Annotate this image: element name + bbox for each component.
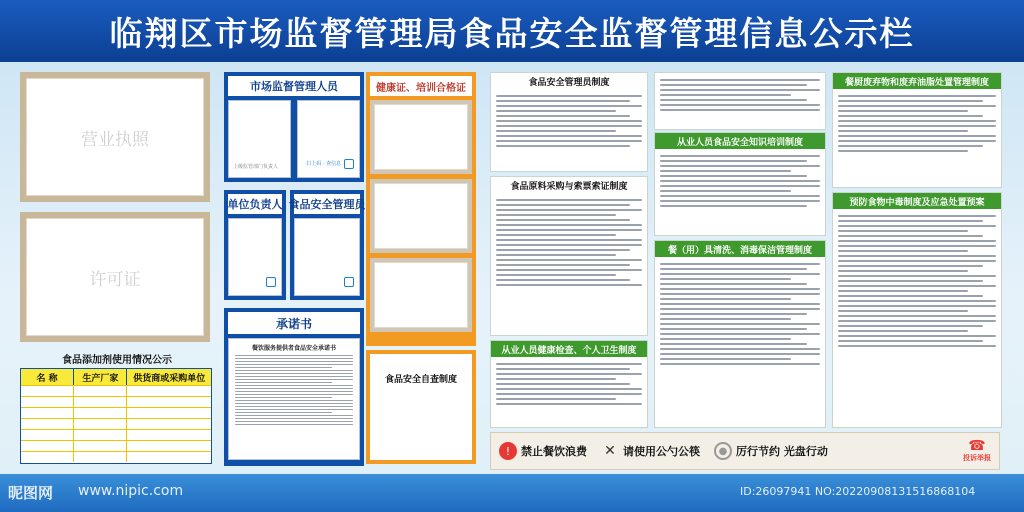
table-cell xyxy=(21,408,74,418)
title-band xyxy=(0,0,1024,62)
section-text xyxy=(491,193,647,292)
regulation-section xyxy=(654,132,826,236)
table-cell xyxy=(127,441,211,451)
table-row xyxy=(21,451,211,462)
additive-table-body xyxy=(21,385,211,462)
section-text xyxy=(491,89,647,153)
unit-head-header: 单位负责人 xyxy=(228,194,282,214)
qr-label: 扫上码 · 查信息 xyxy=(306,161,341,167)
table-cell xyxy=(74,419,127,429)
plate-icon: ● xyxy=(714,442,732,460)
certificate-frame xyxy=(370,179,472,253)
table-row xyxy=(21,429,211,440)
col-header-supplier: 供货商或采购单位 xyxy=(133,373,206,384)
board-title: 临翔区市场监督管理局食品安全监督管理信息公示栏 xyxy=(109,13,915,53)
table-cell xyxy=(21,430,74,440)
table-row xyxy=(21,407,211,418)
table-cell xyxy=(127,408,211,418)
section-text xyxy=(655,149,825,213)
section-text xyxy=(833,209,1001,353)
business-license-label: 营业执照 xyxy=(26,78,204,196)
phone-icon: ☎ xyxy=(968,438,986,454)
regulation-section xyxy=(654,72,826,130)
inspector-card xyxy=(297,100,360,178)
additive-table xyxy=(20,368,212,464)
warning-icon: ! xyxy=(499,442,517,460)
table-cell xyxy=(21,452,74,462)
slogan-clean-plate: ● 厉行节约 光盘行动 xyxy=(714,442,828,460)
table-row xyxy=(21,396,211,407)
pledge-document xyxy=(228,338,360,460)
regulation-section xyxy=(490,72,648,172)
inspectors-panel xyxy=(224,72,364,182)
pledge-doc-title: 餐饮服务提供者食品安全承诺书 xyxy=(251,345,336,352)
table-cell xyxy=(74,430,127,440)
permit-frame xyxy=(20,212,210,342)
additive-table-title: 食品添加剂使用情况公示 xyxy=(62,354,172,366)
section-text xyxy=(491,357,647,411)
certificates-panel xyxy=(366,72,476,346)
section-title: 餐（用）具清洗、消毒保洁管理制度 xyxy=(655,241,825,257)
safety-officer-panel xyxy=(290,190,364,300)
inspector-card xyxy=(228,100,291,178)
col-header-manufacturer: 生产厂家 xyxy=(74,369,127,385)
utensils-icon: ✕ xyxy=(604,443,616,459)
card-caption: 上级监管部门负责人 xyxy=(233,164,279,170)
section-title: 从业人员食品安全知识培训制度 xyxy=(655,133,825,149)
watermark-id: ID:26097941 NO:20220908131516868104 xyxy=(740,485,976,498)
slogan-bar xyxy=(490,432,1000,470)
watermark-brand: 昵图网 xyxy=(8,484,54,502)
section-text xyxy=(655,257,825,371)
permit-label: 许可证 xyxy=(26,218,204,336)
table-cell xyxy=(21,441,74,451)
qr-icon xyxy=(344,277,354,287)
certificate-frame xyxy=(370,100,472,174)
certificate-frame xyxy=(370,258,472,332)
table-cell xyxy=(74,452,127,462)
section-title: 预防食物中毒制度及应急处置预案 xyxy=(833,193,1001,209)
inspectors-header: 市场监督管理人员 xyxy=(228,76,360,96)
pledge-header: 承诺书 xyxy=(228,312,360,334)
table-cell xyxy=(127,452,211,462)
safety-officer-card xyxy=(294,218,360,296)
slogan-no-waste: ! 禁止餐饮浪费 xyxy=(499,442,587,460)
table-row xyxy=(21,385,211,396)
table-cell xyxy=(74,441,127,451)
regulation-section xyxy=(490,176,648,336)
pledge-text xyxy=(235,355,353,425)
safety-officer-header: 食品安全管理员 xyxy=(294,194,360,214)
regulation-section xyxy=(654,240,826,428)
table-cell xyxy=(74,386,127,396)
table-cell xyxy=(21,419,74,429)
col-header-name: 名 称 xyxy=(21,369,74,385)
qr-icon xyxy=(266,277,276,287)
table-cell xyxy=(127,386,211,396)
section-title: 食品安全管理员制度 xyxy=(491,73,647,89)
table-cell xyxy=(74,408,127,418)
self-inspection-panel xyxy=(366,350,476,464)
report-label: 投诉举报 xyxy=(963,454,991,462)
section-text xyxy=(655,73,825,117)
regulation-section xyxy=(832,192,1002,428)
table-cell xyxy=(21,397,74,407)
table-cell xyxy=(127,419,211,429)
section-text xyxy=(833,89,1001,158)
section-title: 食品原料采购与索票索证制度 xyxy=(491,177,647,193)
regulation-section xyxy=(490,340,648,428)
certificates-header: 健康证、培训合格证 xyxy=(370,76,472,96)
unit-head-panel xyxy=(224,190,286,300)
table-cell xyxy=(74,397,127,407)
section-title: 从业人员健康检查、个人卫生制度 xyxy=(491,341,647,357)
qr-icon xyxy=(344,159,354,169)
unit-head-card xyxy=(228,218,282,296)
slogan-public-chopsticks: ✕ 请使用公勺公筷 xyxy=(601,442,700,460)
table-cell xyxy=(127,430,211,440)
table-row xyxy=(21,440,211,451)
business-license-frame xyxy=(20,72,210,202)
pledge-panel xyxy=(224,308,364,466)
watermark-url: www.nipic.com xyxy=(78,483,184,499)
regulation-section xyxy=(832,72,1002,188)
table-cell xyxy=(127,397,211,407)
table-cell xyxy=(21,386,74,396)
self-inspection-label: 食品安全自查制度 xyxy=(384,375,457,385)
table-row xyxy=(21,418,211,429)
additive-table-header xyxy=(21,369,211,385)
section-title: 餐厨废弃物和废弃油脂处置管理制度 xyxy=(833,73,1001,89)
report-hotline xyxy=(963,439,991,463)
